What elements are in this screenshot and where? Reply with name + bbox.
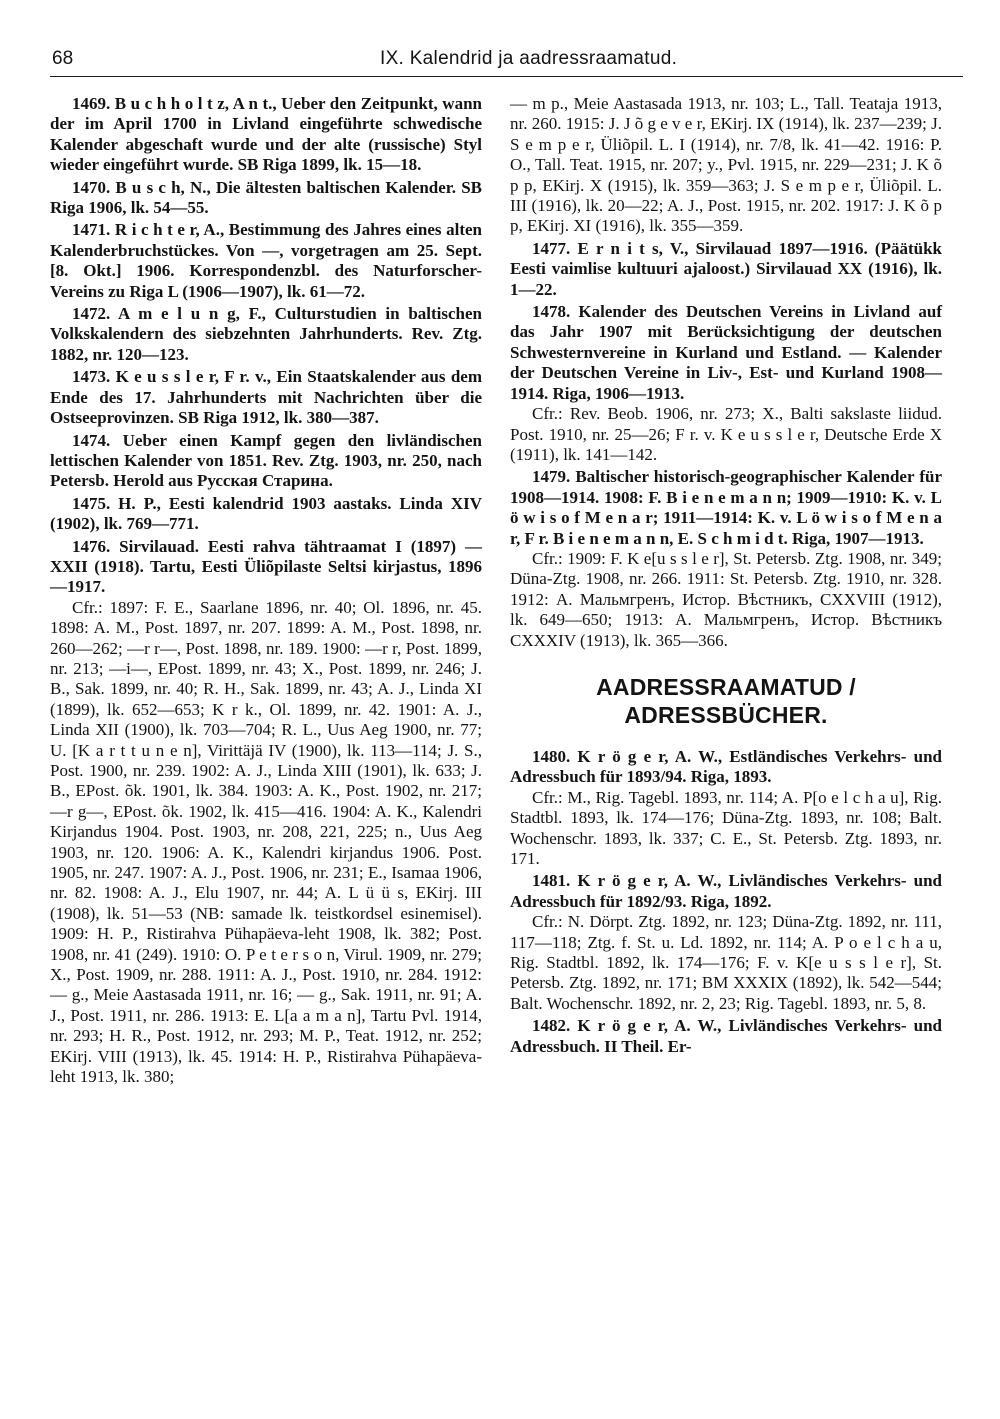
entry-1482 xyxy=(510,1016,942,1057)
entry-text: 1469. B u c h h o l t z, A n t., Ueber den Zeitpunkt, wann der im April 1700 in Livland eingeführte schwedische Kalender abgeschaft wurde und der alte (russische) Styl wieder eingeführt wurde. SB Riga 1899, lk. 15—18. xyxy=(50,94,482,175)
section-title: AADRESSRAAMATUD / ADRESSBÜCHER. xyxy=(596,673,856,728)
entry-1481 xyxy=(510,871,942,1014)
entry-1473 xyxy=(50,367,482,428)
entry-text: 1472. A m e l u n g, F., Culturstudien in baltischen Volkskalendern des siebzehnten Jahrhunderts. Rev. Ztg. 1882, nr. 120—123. xyxy=(50,304,482,364)
entry-1478 xyxy=(510,302,942,465)
entry-1474 xyxy=(50,431,482,492)
entry-text: 1482. K r ö g e r, A. W., Livländisches Verkehrs- und Adressbuch. II Theil. Er- xyxy=(510,1016,942,1056)
entry-text: 1477. E r n i t s, V., Sirvilauad 1897—1916. (Päätükk Eesti vaimlise kultuuri ajaloost.) Sirvilauad XX (1916), lk. 1—22. xyxy=(510,238,942,299)
entry-1476 xyxy=(50,537,482,1088)
entry-text: 1476. Sirvilauad. Eesti rahva tähtraamat I (1897) — XXII (1918). Tartu, Eesti Üliõpilaste Seltsi kirjastus, 1896—1917. xyxy=(50,536,482,597)
entry-1479 xyxy=(510,467,942,651)
entry-text: 1480. K r ö g e r, A. W., Estländisches Verkehrs- und Adressbuch für 1893/94. Riga, 1893. xyxy=(510,746,942,787)
entry-text: 1473. K e u s s l e r, F r. v., Ein Staatskalender aus dem Ende des 17. Jahrhunderts mit Nachrichten über die Ostseeprovinzen. SB Riga 1912, lk. 380—387. xyxy=(50,367,482,428)
entry-references: Cfr.: M., Rig. Tagebl. 1893, nr. 114; A. P[o e l c h a u], Rig. Stadtbl. 1893, lk. 174—176; Düna-Ztg. 1893, nr. 108; Balt. Wochenschr. 1893, lk. 337; C. E., St. Petersb. Ztg. 1893, nr. 171. xyxy=(510,787,942,868)
entry-references: Cfr.: Rev. Beob. 1906, nr. 273; X., Balti sakslaste liidud. Post. 1910, nr. 25—26; F r. v. K e u s s l e r, Deutsche Erde X (1911), lk. 141—142. xyxy=(510,404,942,464)
left-column xyxy=(50,94,482,1090)
entry-1469 xyxy=(50,94,482,176)
entry-references: Cfr.: 1897: F. E., Saarlane 1896, nr. 40; Ol. 1896, nr. 45. 1898: A. M., Post. 1897, nr. 207. 1899: A. M., Post. 1898, nr. 260—262; —r r—, Post. 1898, nr. 189. 1900: —r r, Post. 1899, nr. 213; —i—, EPost. 1899, nr. 43; X., Post. 1899, nr. 246; J. B., Sak. 1899, nr. 40; R. H., Sak. 1899, nr. 43; A. J., Linda XI (1899), lk. 652—653; K r k., Ol. 1899, nr. 42. 1901: A. J., Linda XII (1900), lk. 703—704; R. L., Uus Aeg 1900, nr. 77; U. [K a r t t u n e n], Virittäjä IV (1900), lk. 113—114; J. S., Post. 1900, nr. 239. 1902: A. J., Linda XIII (1901), lk. 633; J. B., EPost. õk. 1901, lk. 384. 1903: A. K., Post. 1902, nr. 217; —r g—, EPost. õk. 1902, lk. 415—416. 1904: A. K., Kalendri Kirjandus 1904. Post. 1903, nr. 208, 221, 225; n., Uus Aeg 1903, nr. 120. 1906: A. K., Kalendri kirjandus 1906. Post. 1905, nr. 247. 1907: A. J., Post. 1906, nr. 231; E., Isamaa 1906, nr. 82. 1908: A. J., Elu 1907, nr. 44; A. L ü ü s, EKirj. III (1908), lk. 51—53 (NB: samade lk. teistkordsel esinemisel). 1909: H. P., Ristirahva Pühapäeva-leht 1908, lk. 382; Post. 1908, nr. 41 (249). 1910: O. P e t e r s o n, Virul. 1909, nr. 279; X., Post. 1909, nr. 288. 1911: A. J., Post. 1910, nr. 284. 1912: — g., Meie Aastasada 1911, nr. 16; — g., Sak. 1911, nr. 91; A. J., Post. 1911, nr. 286. 1913: E. L[a a m a n], Tartu Pvl. 1914, nr. 293; H. R., Post. 1912, nr. 293; M. P., Teat. 1912, nr. 252; EKirj. VIII (1913), lk. 45. 1914: H. P., Ristirahva Pühapäeva-leht 1913, lk. 380; xyxy=(50,597,482,1087)
entry-text: 1478. Kalender des Deutschen Vereins in Livland auf das Jahr 1907 mit Berücksichtigung der deutschen Schwesternvereine in Kurland und Estland. — Kalender der Deutschen Vereine in Liv-, Est- und Kurland 1908—1914. Riga, 1906—1913. xyxy=(510,302,942,403)
entry-1470 xyxy=(50,178,482,219)
entry-text: 1471. R i c h t e r, A., Bestimmung des Jahres eines alten Kalenderbruchstückes. Von —, vorgetragen am 25. Sept. [8. Okt.] 1906. Korrespondenzbl. des Naturforscher-Vereins zu Riga L (1906—1907), lk. 61—72. xyxy=(50,220,482,301)
page-header xyxy=(50,42,963,77)
entry-text: 1470. B u s c h, N., Die ältesten baltischen Kalender. SB Riga 1906, lk. 54—55. xyxy=(50,177,482,218)
entry-1472 xyxy=(50,304,482,365)
entry-text: 1474. Ueber einen Kampf gegen den livländischen lettischen Kalender von 1851. Rev. Ztg. 1903, nr. 250, nach Petersb. Herold aus Русская Старина. xyxy=(50,430,482,491)
entry-1477 xyxy=(510,239,942,300)
entry-1480 xyxy=(510,747,942,869)
entry-references: Cfr.: N. Dörpt. Ztg. 1892, nr. 123; Düna-Ztg. 1892, nr. 111, 117—118; Ztg. f. St. u. Ld. 1892, nr. 114; A. P o e l c h a u, Rig. Stadtbl. 1892, lk. 174—176; F. v. K[e u s s l e r], St. Petersb. Ztg. 1892, nr. 171; BM XXXIX (1892), lk. 542—544; Balt. Wochenschr. 1892, nr. 2, 23; Rig. Tagebl. 1893, nr. 5, 8. xyxy=(510,912,942,1013)
entry-references: Cfr.: 1909: F. K e[u s s l e r], St. Petersb. Ztg. 1908, nr. 349; Düna-Ztg. 1908, nr. 266. 1911: St. Petersb. Ztg. 1910, nr. 328. 1912: А. Мальмгренъ, Истор. Вѣстникъ, CXXVIII (1912), lk. 649—650; 1913: А. Мальмгренъ, Истор. Вѣстникъ CXXXIV (1913), lk. 365—366. xyxy=(510,548,942,650)
running-head: IX. Kalendrid ja aadressraamatud. xyxy=(380,48,678,69)
right-column xyxy=(510,94,942,1059)
entry-text: 1475. H. P., Eesti kalendrid 1903 aastaks. Linda XIV (1902), lk. 769—771. xyxy=(50,493,482,534)
entry-1476-continued xyxy=(510,94,942,237)
page-number: 68 xyxy=(52,48,74,69)
entry-references: — m p., Meie Aastasada 1913, nr. 103; L., Tall. Teataja 1913, nr. 260. 1915: J. J õ g e v e r, EKirj. IX (1914), lk. 237—239; J. S e m p e r, Üliõpil. L. I (1914), nr. 7/8, lk. 41—42. 1916: P. O., Tall. Teat. 1915, nr. 207; y., Pvl. 1915, nr. 229—231; J. K õ p p, EKirj. X (1915), lk. 359—363; J. S e m p e r, Üliõpil. L. III (1916), lk. 20—22; A. J., Post. 1915, nr. 202. 1917: J. K õ p p, EKirj. XI (1916), lk. 355—359. xyxy=(510,94,942,236)
entry-text: 1481. K r ö g e r, A. W., Livländisches Verkehrs- und Adressbuch für 1892/93. Riga, 1892. xyxy=(510,871,942,911)
entry-text: 1479. Baltischer historisch-geographischer Kalender für 1908—1914. 1908: F. B i e n e m a n n; 1909—1910: K. v. L ö w i s o f M e n a r; 1911—1914: K. v. L ö w i s o f M e n a r, F r. B i e n e m a n n, E. S c h m i d t. Riga, 1907—1913. xyxy=(510,467,942,548)
entry-1475 xyxy=(50,494,482,535)
entry-1471 xyxy=(50,220,482,302)
